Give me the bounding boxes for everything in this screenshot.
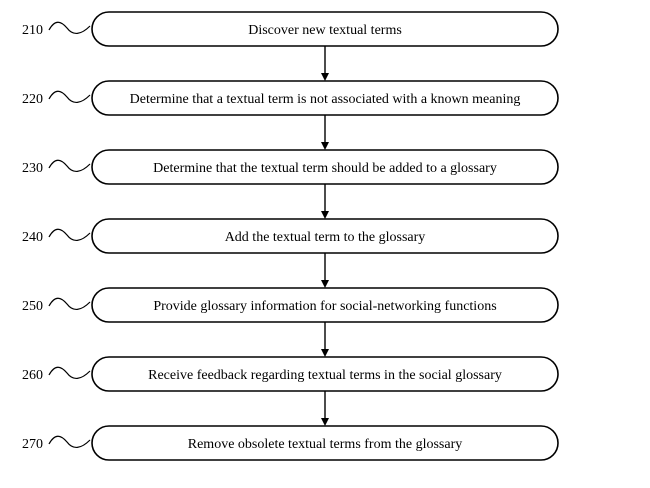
- step-text: Remove obsolete textual terms from the glossary: [187, 437, 463, 452]
- flow-step: [22, 426, 558, 460]
- step-text: Determine that a textual term is not associated with a known meaning: [129, 92, 521, 107]
- step-ref-label: 260: [22, 368, 43, 383]
- leader-line: [49, 436, 90, 447]
- arrowhead: [321, 142, 329, 150]
- connector-arrow: [321, 46, 329, 81]
- leader-line: [49, 22, 90, 33]
- flow-step: [22, 288, 558, 322]
- connector-arrow: [321, 391, 329, 426]
- leader-line: [49, 229, 90, 240]
- flow-step: [22, 150, 558, 184]
- step-ref-label: 270: [22, 437, 43, 452]
- flow-step: [22, 81, 558, 115]
- step-text: Determine that the textual term should be added to a glossary: [153, 161, 497, 176]
- flow-step: [22, 219, 558, 253]
- connector-arrow: [321, 184, 329, 219]
- arrowhead: [321, 280, 329, 288]
- step-text: Discover new textual terms: [248, 23, 402, 38]
- flow-step: [22, 357, 558, 391]
- step-text: Receive feedback regarding textual terms in the social glossary: [148, 368, 502, 383]
- connector-arrow: [321, 322, 329, 357]
- connector-arrow: [321, 115, 329, 150]
- step-ref-label: 240: [22, 230, 43, 245]
- step-text: Add the textual term to the glossary: [224, 230, 426, 245]
- leader-line: [49, 298, 90, 309]
- step-text: Provide glossary information for social-networking functions: [153, 299, 497, 314]
- arrowhead: [321, 211, 329, 219]
- step-ref-label: 230: [22, 161, 43, 176]
- arrowhead: [321, 349, 329, 357]
- step-ref-label: 210: [22, 23, 43, 38]
- flow-step: [22, 12, 558, 46]
- connector-arrow: [321, 253, 329, 288]
- leader-line: [49, 160, 90, 171]
- step-ref-label: 220: [22, 92, 43, 107]
- leader-line: [49, 91, 90, 102]
- step-ref-label: 250: [22, 299, 43, 314]
- arrowhead: [321, 418, 329, 426]
- leader-line: [49, 367, 90, 378]
- arrowhead: [321, 73, 329, 81]
